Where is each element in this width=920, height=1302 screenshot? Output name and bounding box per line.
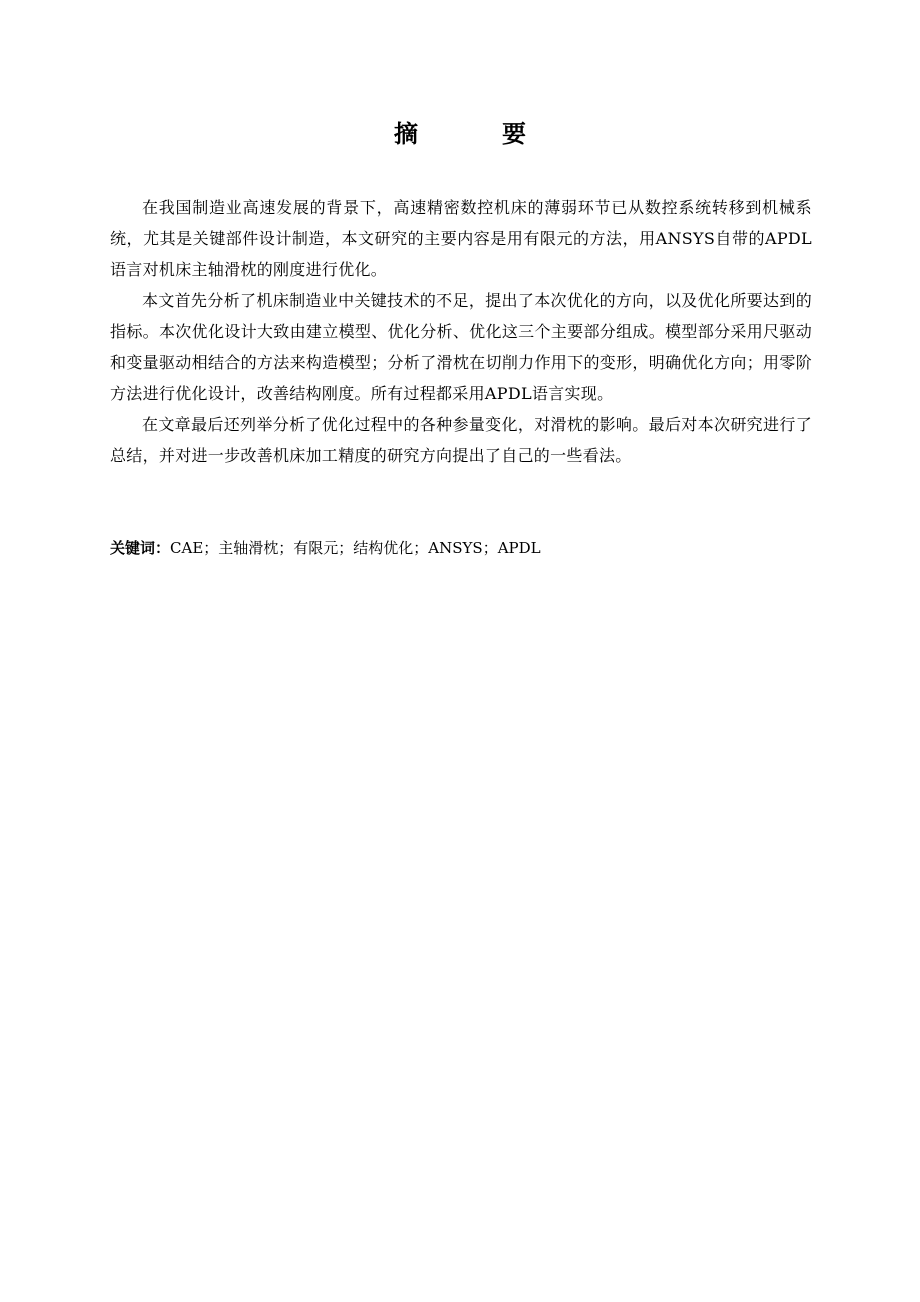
keywords-label: 关键词： (110, 539, 171, 557)
abstract-title: 摘 要 (394, 120, 556, 148)
abstract-paragraph-2: 本文首先分析了机床制造业中关键技术的不足，提出了本次优化的方向，以及优化所要达到的指标。本次优化设计大致由建立模型、优化分析、优化这三个主要部分组成。模型部分采用尺驱动和变量驱动相结合的方法来构造模型；分析了滑枕在切削力作用下的变形，明确优化方向；用零阶方法进行优化设计，改善结构刚度。所有过程都采用APDL语言实现。 (110, 291, 812, 403)
abstract-paragraph-3: 在文章最后还列举分析了优化过程中的各种参量变化，对滑枕的影响。最后对本次研究进行了总结，并对进一步改善机床加工精度的研究方向提出了自己的一些看法。 (110, 415, 812, 465)
keywords-text: CAE；主轴滑枕；有限元；结构优化；ANSYS；APDL (170, 539, 541, 557)
abstract-body (110, 192, 812, 471)
abstract-paragraph-1: 在我国制造业高速发展的背景下，高速精密数控机床的薄弱环节已从数控系统转移到机械系统，尤其是关键部件设计制造，本文研究的主要内容是用有限元的方法，用ANSYS自带的APDL语言对机床主轴滑枕的刚度进行优化。 (110, 198, 812, 279)
keywords-line (110, 534, 812, 562)
